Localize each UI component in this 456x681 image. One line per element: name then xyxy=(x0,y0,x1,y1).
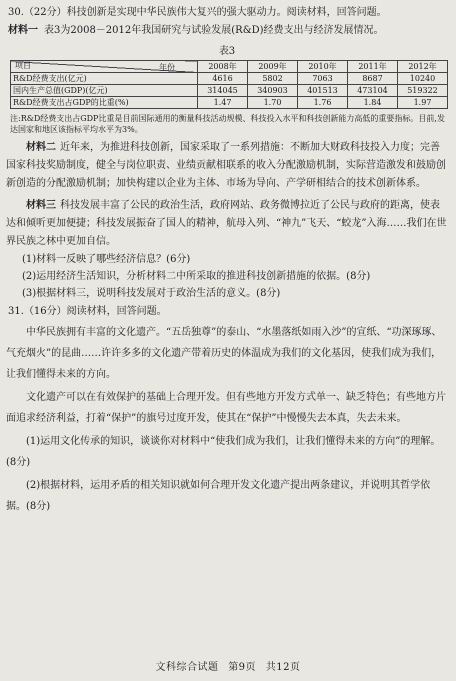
table-cell: 1.47 xyxy=(198,97,248,109)
q30-material-1 xyxy=(8,24,448,38)
table-corner-cell xyxy=(11,61,198,73)
table-cell: 340903 xyxy=(248,85,298,97)
q30-heading: 30.（22分）科技创新是实现中华民族伟大复兴的强大驱动力。阅读材料，回答问题。 xyxy=(8,7,387,18)
q30-material-2 xyxy=(6,139,448,193)
table-row xyxy=(11,73,448,85)
table-caption: 表3 xyxy=(218,46,236,57)
table-cell: 519322 xyxy=(398,85,448,97)
page-footer xyxy=(0,658,456,673)
footer-total: 共12页 xyxy=(265,662,301,673)
q31-subquestion-1: (1)运用文化传承的知识，谈谈你对材料中“使我们成为我们，让我们懂得未来的方向”的理解。(8分) xyxy=(6,436,441,468)
table-cell: 473104 xyxy=(348,85,398,97)
table-cell: 5802 xyxy=(248,73,298,85)
table-cell: 1.97 xyxy=(398,97,448,109)
q30-material-3 xyxy=(6,197,448,251)
q31-material-para-2: 文化遗产可以在有效保护的基础上合理开发。但有些地方开发方式单一、缺乏特色；有些地方片面追求经济利益，打着“保护”的旗号过度开发，使其在“保护”中慢慢失去本真，失去未来。 xyxy=(6,392,446,424)
q30-subquestion-3: (3)根据材料三，说明科技发展对于政治生活的意义。(8分) xyxy=(22,288,281,299)
year-header: 2010年 xyxy=(298,61,348,73)
q30-subquestion-1: (1)材料一反映了哪些经济信息？(6分) xyxy=(22,254,191,265)
table-cell: 314045 xyxy=(198,85,248,97)
q31-heading: 31.（16分）阅读材料，回答问题。 xyxy=(8,306,167,317)
material-3-text: 科技发展丰富了公民的政治生活，政府网站、政务微博拉近了公民与政府的距离，使表达和倾听更加便捷；科技发展振奋了国人的精神，航母入列、“神九”飞天、“蛟龙”入海……我们在世界民族之林中更加自信。 xyxy=(6,200,447,247)
q30-subquestion-2: (2)运用经济生活知识，分析材料二中所采取的推进科技创新措施的依据。(8分) xyxy=(22,271,371,282)
table-cell: 401513 xyxy=(298,85,348,97)
year-header: 2008年 xyxy=(198,61,248,73)
year-header: 2011年 xyxy=(348,61,398,73)
material-3-tag: 材料三 xyxy=(26,200,56,211)
footer-page: 第9页 xyxy=(228,662,257,673)
corner-year-label: 年份 xyxy=(159,63,175,72)
table-row xyxy=(11,97,448,109)
year-header: 2009年 xyxy=(248,61,298,73)
table-header-row xyxy=(11,61,448,73)
row-label: R&D经费支出占GDP的比重(%) xyxy=(11,97,198,109)
table-row xyxy=(11,85,448,97)
q31-subquestion-2: (2)根据材料，运用矛盾的相关知识就如何合理开发文化遗产提出两条建议，并说明其哲学依据。(8分) xyxy=(6,480,431,512)
material-1-text: 表3为2008－2012年我国研究与试验发展(R&D)经费支出与经济发展情况。 xyxy=(44,25,384,36)
table-cell: 8687 xyxy=(348,73,398,85)
table-cell: 7063 xyxy=(298,73,348,85)
table-cell: 1.70 xyxy=(248,97,298,109)
corner-item-label: 项目 xyxy=(15,61,31,70)
table-cell: 4616 xyxy=(198,73,248,85)
footer-subject: 文科综合试题 xyxy=(155,662,219,673)
table-note: 注:R&D经费支出占GDP比重是目前国际通用的衡量科技活动规模、科技投入水平和科技创新能力高低的重要指标。目前,发达国家和地区该指标平均水平为3%。 xyxy=(10,114,445,134)
table-cell: 1.84 xyxy=(348,97,398,109)
table-cell: 1.76 xyxy=(298,97,348,109)
row-label: R&D经费支出(亿元) xyxy=(11,73,198,85)
material-2-tag: 材料二 xyxy=(26,142,56,153)
row-label: 国内生产总值(GDP)(亿元) xyxy=(11,85,198,97)
rd-table xyxy=(10,60,448,109)
q31-material-para-1: 中华民族拥有丰富的文化遗产。“五岳独尊”的泰山、“水墨落纸如雨入沙”的宣纸、“功深琢琢、气充烟火”的昆曲……许许多多的文化遗产带着历史的体温成为我们的文化基因，使我们成为我们，让我们懂得未来的方向。 xyxy=(6,327,442,380)
material-2-text: 近年来，为推进科技创新，国家采取了一系列措施：不断加大财政科技投入力度；完善国家科技奖励制度，健全与岗位职责、业绩贡献相联系的收入分配激励机制，实际营造激发和鼓励创新创造的分配激励机制；加快构建以企业为主体、市场为导向、产学研相结合的技术创新体系。 xyxy=(6,142,446,189)
table-cell: 10240 xyxy=(398,73,448,85)
material-1-tag: 材料一 xyxy=(8,25,38,36)
year-header: 2012年 xyxy=(398,61,448,73)
